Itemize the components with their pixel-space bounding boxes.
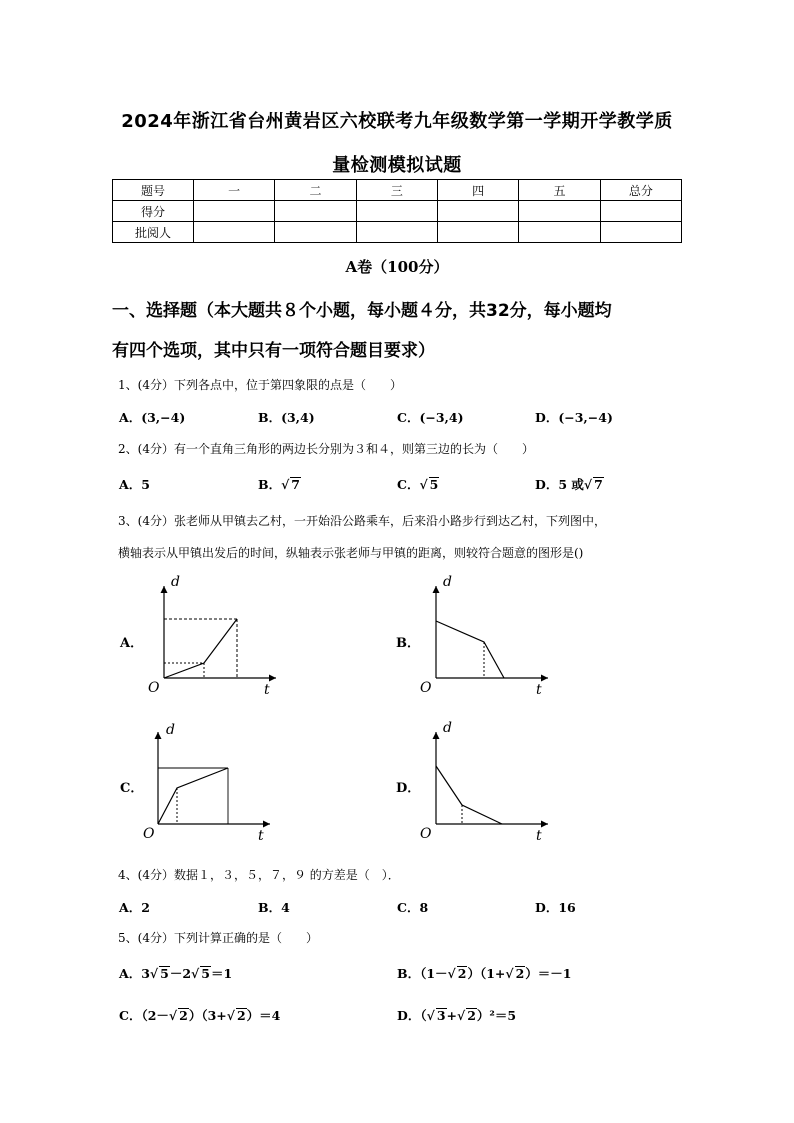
y-axis-label: d (166, 722, 175, 738)
question-4-option-b: B．4 (258, 900, 290, 915)
graph-b-label: B． (396, 636, 420, 651)
question-1-stem: 1、(4分）下列各点中，位于第四象限的点是（ ） (118, 378, 402, 392)
radicand: 7 (291, 477, 300, 492)
x-axis-label: t (264, 682, 270, 698)
y-axis-label: d (443, 574, 452, 590)
score-header-cell: 题号 (113, 180, 194, 201)
sqrt-sign: √ (426, 1008, 435, 1023)
question-5-option-a (119, 964, 232, 982)
sqrt-sign: √ (149, 966, 159, 981)
expr-part: ）＝4 (246, 1008, 281, 1023)
sqrt-sign: √ (226, 1008, 235, 1023)
section-heading-line1: 一、选择题（本大题共８个小题，每小题４分，共32分，每小题均 (112, 301, 612, 321)
expr-part: + (446, 1008, 457, 1023)
graph-d-label: D． (396, 781, 421, 796)
score-header-cell: 三 (356, 180, 437, 201)
score-cell (437, 222, 518, 243)
question-2-option-c (397, 475, 439, 493)
radicand: 5 (160, 966, 169, 981)
score-row-label: 得分 (113, 201, 194, 222)
score-cell (519, 201, 600, 222)
expr-part: ）²＝5 (476, 1008, 517, 1023)
option-prefix: C． (397, 477, 420, 492)
question-5-option-b (397, 964, 571, 982)
x-axis-label: t (258, 828, 264, 844)
origin-label: O (420, 680, 432, 696)
score-table-row (113, 222, 682, 243)
radicand: 5 (201, 966, 210, 981)
option-prefix: D．5 或 (535, 477, 584, 492)
score-cell (600, 201, 681, 222)
expr-part: B．（1－ (397, 966, 448, 981)
sqrt-sign: √ (457, 1008, 466, 1023)
radicand: 2 (467, 1008, 476, 1023)
score-header-cell: 总分 (600, 180, 681, 201)
sqrt-sign: √ (419, 477, 428, 492)
radicand: 3 (436, 1008, 446, 1023)
sqrt-sign: √ (191, 966, 200, 981)
origin-label: O (420, 826, 432, 842)
expr-part: ）（1+ (467, 966, 506, 981)
graph-a-label: A． (120, 636, 144, 651)
question-4-stem: 4、(4分）数据１，３，５，７，９ 的方差是（ ）． (118, 868, 400, 882)
y-axis-label: d (443, 720, 452, 736)
x-axis-label: t (536, 828, 542, 844)
radicand: 2 (179, 1008, 188, 1023)
expr-part: A．3 (119, 966, 150, 981)
score-cell (194, 222, 275, 243)
score-table-header-row (113, 180, 682, 201)
sqrt-sign: √ (583, 477, 593, 492)
sqrt-sign: √ (447, 966, 456, 981)
graph-a (140, 572, 290, 702)
radicand: 2 (236, 1008, 246, 1023)
option-prefix: B． (258, 477, 282, 492)
score-cell (519, 222, 600, 243)
score-table-row (113, 201, 682, 222)
question-1-option-d: D．(−3,−4) (535, 410, 613, 425)
question-4-option-a: A．2 (119, 900, 150, 915)
score-cell (600, 222, 681, 243)
score-cell (356, 201, 437, 222)
graph-d (412, 718, 562, 848)
sqrt-sign: √ (505, 966, 514, 981)
x-axis-label: t (536, 682, 542, 698)
expr-part: D．（ (397, 1008, 427, 1023)
radicand: 2 (515, 966, 525, 981)
expr-part: C．（2－ (119, 1008, 169, 1023)
score-cell (356, 222, 437, 243)
graph-c-label: C． (120, 781, 144, 796)
score-header-cell: 四 (437, 180, 518, 201)
sqrt-sign: √ (168, 1008, 178, 1023)
radicand: 7 (594, 477, 603, 492)
volume-label: A卷（100分） (345, 258, 449, 276)
question-4-option-c: C．8 (397, 900, 429, 915)
graph-c (140, 718, 290, 848)
question-5-option-d (397, 1006, 516, 1024)
distance-line (436, 766, 502, 824)
y-axis-label: d (171, 574, 180, 590)
question-2-option-d (535, 475, 604, 493)
score-cell (437, 201, 518, 222)
section-heading-line2: 有四个选项，其中只有一项符合题目要求） (112, 341, 435, 361)
expr-part: ）（3+ (188, 1008, 227, 1023)
origin-label: O (143, 826, 155, 842)
score-header-cell: 二 (275, 180, 356, 201)
radicand: 2 (457, 966, 467, 981)
distance-line (436, 621, 504, 678)
exam-title-line1: 2024年浙江省台州黄岩区六校联考九年级数学第一学期开学教学质 (121, 111, 673, 132)
question-4-option-d: D．16 (535, 900, 576, 915)
sqrt-sign: √ (281, 477, 290, 492)
score-row-label: 批阅人 (113, 222, 194, 243)
question-1-option-c: C．(−3,4) (397, 410, 464, 425)
score-table (112, 179, 682, 243)
distance-line (164, 619, 237, 678)
expr-part: ）＝－1 (525, 966, 572, 981)
question-3-stem-line2: 横轴表示从甲镇出发后的时间，纵轴表示张老师与甲镇的距离，则较符合题意的图形是() (118, 546, 584, 560)
origin-label: O (148, 680, 160, 696)
question-2-option-a: A．5 (119, 477, 150, 492)
score-cell (194, 201, 275, 222)
question-2-option-b (258, 475, 301, 493)
question-5-option-c (119, 1006, 280, 1024)
question-3-stem-line1: 3、(4分）张老师从甲镇去乙村，一开始沿公路乘车，后来沿小路步行到达乙村，下列图中， (118, 514, 606, 528)
question-1-option-b: B．(3,4) (258, 410, 315, 425)
score-header-cell: 五 (519, 180, 600, 201)
expr-part: ＝1 (210, 966, 233, 981)
exam-title-line2: 量检测模拟试题 (332, 155, 462, 176)
expr-part: －2 (169, 966, 192, 981)
score-cell (275, 201, 356, 222)
graph-b (412, 572, 562, 702)
question-5-stem: 5、(4分）下列计算正确的是（ ） (118, 931, 318, 945)
radicand: 5 (429, 477, 439, 492)
score-header-cell: 一 (194, 180, 275, 201)
question-2-stem: 2、(4分）有一个直角三角形的两边长分别为３和４，则第三边的长为（ ） (118, 442, 534, 456)
distance-line (158, 768, 228, 824)
score-cell (275, 222, 356, 243)
question-1-option-a: A．(3,−4) (119, 410, 186, 425)
